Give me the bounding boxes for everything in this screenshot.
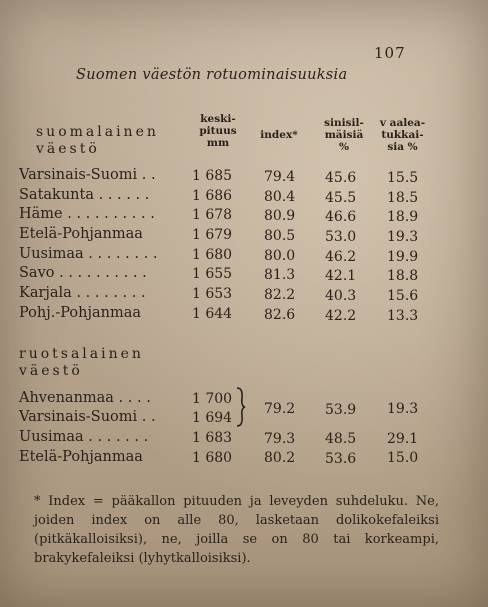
- region-label: Savo . . . . . . . . . .: [19, 265, 147, 281]
- header-line: v aalea-: [379, 117, 426, 129]
- light-value: 19.3: [387, 229, 419, 245]
- length-value: 1 679: [192, 227, 233, 243]
- header-length: [193, 113, 243, 149]
- length-value: 1 655: [192, 266, 233, 282]
- length-value: 1 644: [192, 306, 233, 322]
- index-value: 82.6: [264, 307, 296, 323]
- index-value: 81.3: [264, 267, 296, 283]
- group-heading-line: ruotsalainen: [19, 346, 144, 362]
- light-value: 18.9: [387, 209, 419, 225]
- blue-value: 53.0: [325, 229, 357, 245]
- length-value: 1 694: [192, 410, 233, 426]
- region-label: Pohj.-Pohjanmaa: [19, 305, 141, 321]
- header-line: tukkai-: [381, 129, 424, 141]
- blue-value: 46.6: [325, 209, 357, 225]
- header-line: keski-: [200, 113, 236, 125]
- region-label: Varsinais-Suomi . .: [19, 409, 156, 425]
- table-title: Suomen väestön rotuominaisuuksia: [76, 67, 348, 83]
- blue-value: 42.2: [325, 308, 357, 324]
- page-number: 107: [374, 44, 406, 62]
- length-value: 1 653: [192, 286, 233, 302]
- combined-index-value: 79.2: [264, 401, 296, 417]
- blue-value: 42.1: [325, 268, 357, 284]
- length-value: 1 700: [192, 391, 233, 407]
- region-label: Uusimaa . . . . . . . .: [19, 246, 158, 262]
- header-blue-eyed: [318, 117, 370, 153]
- light-value: 15.0: [387, 450, 419, 466]
- blue-value: 40.3: [325, 288, 357, 304]
- length-value: 1 680: [192, 450, 233, 466]
- light-value: 13.3: [387, 308, 419, 324]
- light-value: 19.9: [387, 249, 419, 265]
- header-line: pituus: [199, 125, 237, 137]
- header-index: index*: [260, 129, 298, 141]
- region-label: Häme . . . . . . . . . .: [19, 206, 155, 222]
- region-label: Satakunta . . . . . .: [19, 187, 150, 203]
- light-value: 18.5: [387, 190, 419, 206]
- header-line: mm: [206, 137, 230, 149]
- combined-light-value: 19.3: [387, 401, 419, 417]
- header-line: sia %: [387, 141, 418, 153]
- footnote: * Index = pääkallon pituuden ja leveyden suhdeluku. Ne, joiden index on alle 80, lasketaan dolikokefaleiksi (pitkäkalloisiksi), ne, joilla se on 80 tai korkeampi, brakykefaleiksi (lyhytkalloisiksi).: [34, 494, 439, 566]
- blue-value: 53.6: [325, 451, 357, 467]
- brace-icon: [234, 386, 248, 428]
- blue-value: 48.5: [325, 431, 357, 447]
- length-value: 1 680: [192, 247, 233, 263]
- index-value: 82.2: [264, 287, 296, 303]
- region-label: Ahvenanmaa . . . .: [19, 390, 151, 406]
- index-value: 80.9: [264, 208, 296, 224]
- region-label: Karjala . . . . . . . .: [19, 285, 146, 301]
- group-heading-finnish: [36, 124, 159, 158]
- index-value: 80.5: [264, 228, 296, 244]
- length-value: 1 683: [192, 430, 233, 446]
- length-value: 1 686: [192, 188, 233, 204]
- light-value: 18.8: [387, 268, 419, 284]
- length-value: 1 685: [192, 168, 233, 184]
- combined-blue-value: 53.9: [325, 402, 357, 418]
- group-heading-swedish: [19, 346, 144, 380]
- group-heading-line: väestö: [36, 141, 100, 157]
- light-value: 29.1: [387, 431, 419, 447]
- region-label: Etelä-Pohjanmaa: [19, 226, 143, 242]
- header-line: mäisiä: [324, 129, 364, 141]
- blue-value: 45.5: [325, 190, 357, 206]
- blue-value: 45.6: [325, 170, 357, 186]
- index-value: 80.4: [264, 189, 296, 205]
- region-label: Uusimaa . . . . . . .: [19, 429, 149, 445]
- index-value: 80.0: [264, 248, 296, 264]
- header-line: sinisil-: [324, 117, 364, 129]
- group-heading-line: suomalainen: [36, 124, 159, 140]
- group-heading-line: väestö: [19, 363, 83, 379]
- header-line: %: [339, 141, 349, 153]
- light-value: 15.6: [387, 288, 419, 304]
- index-value: 80.2: [264, 450, 296, 466]
- region-label: Varsinais-Suomi . .: [19, 167, 156, 183]
- index-value: 79.4: [264, 169, 296, 185]
- light-value: 15.5: [387, 170, 419, 186]
- header-light-haired: [375, 117, 430, 153]
- index-value: 79.3: [264, 431, 296, 447]
- length-value: 1 678: [192, 207, 233, 223]
- blue-value: 46.2: [325, 249, 357, 265]
- region-label: Etelä-Pohjanmaa: [19, 449, 143, 465]
